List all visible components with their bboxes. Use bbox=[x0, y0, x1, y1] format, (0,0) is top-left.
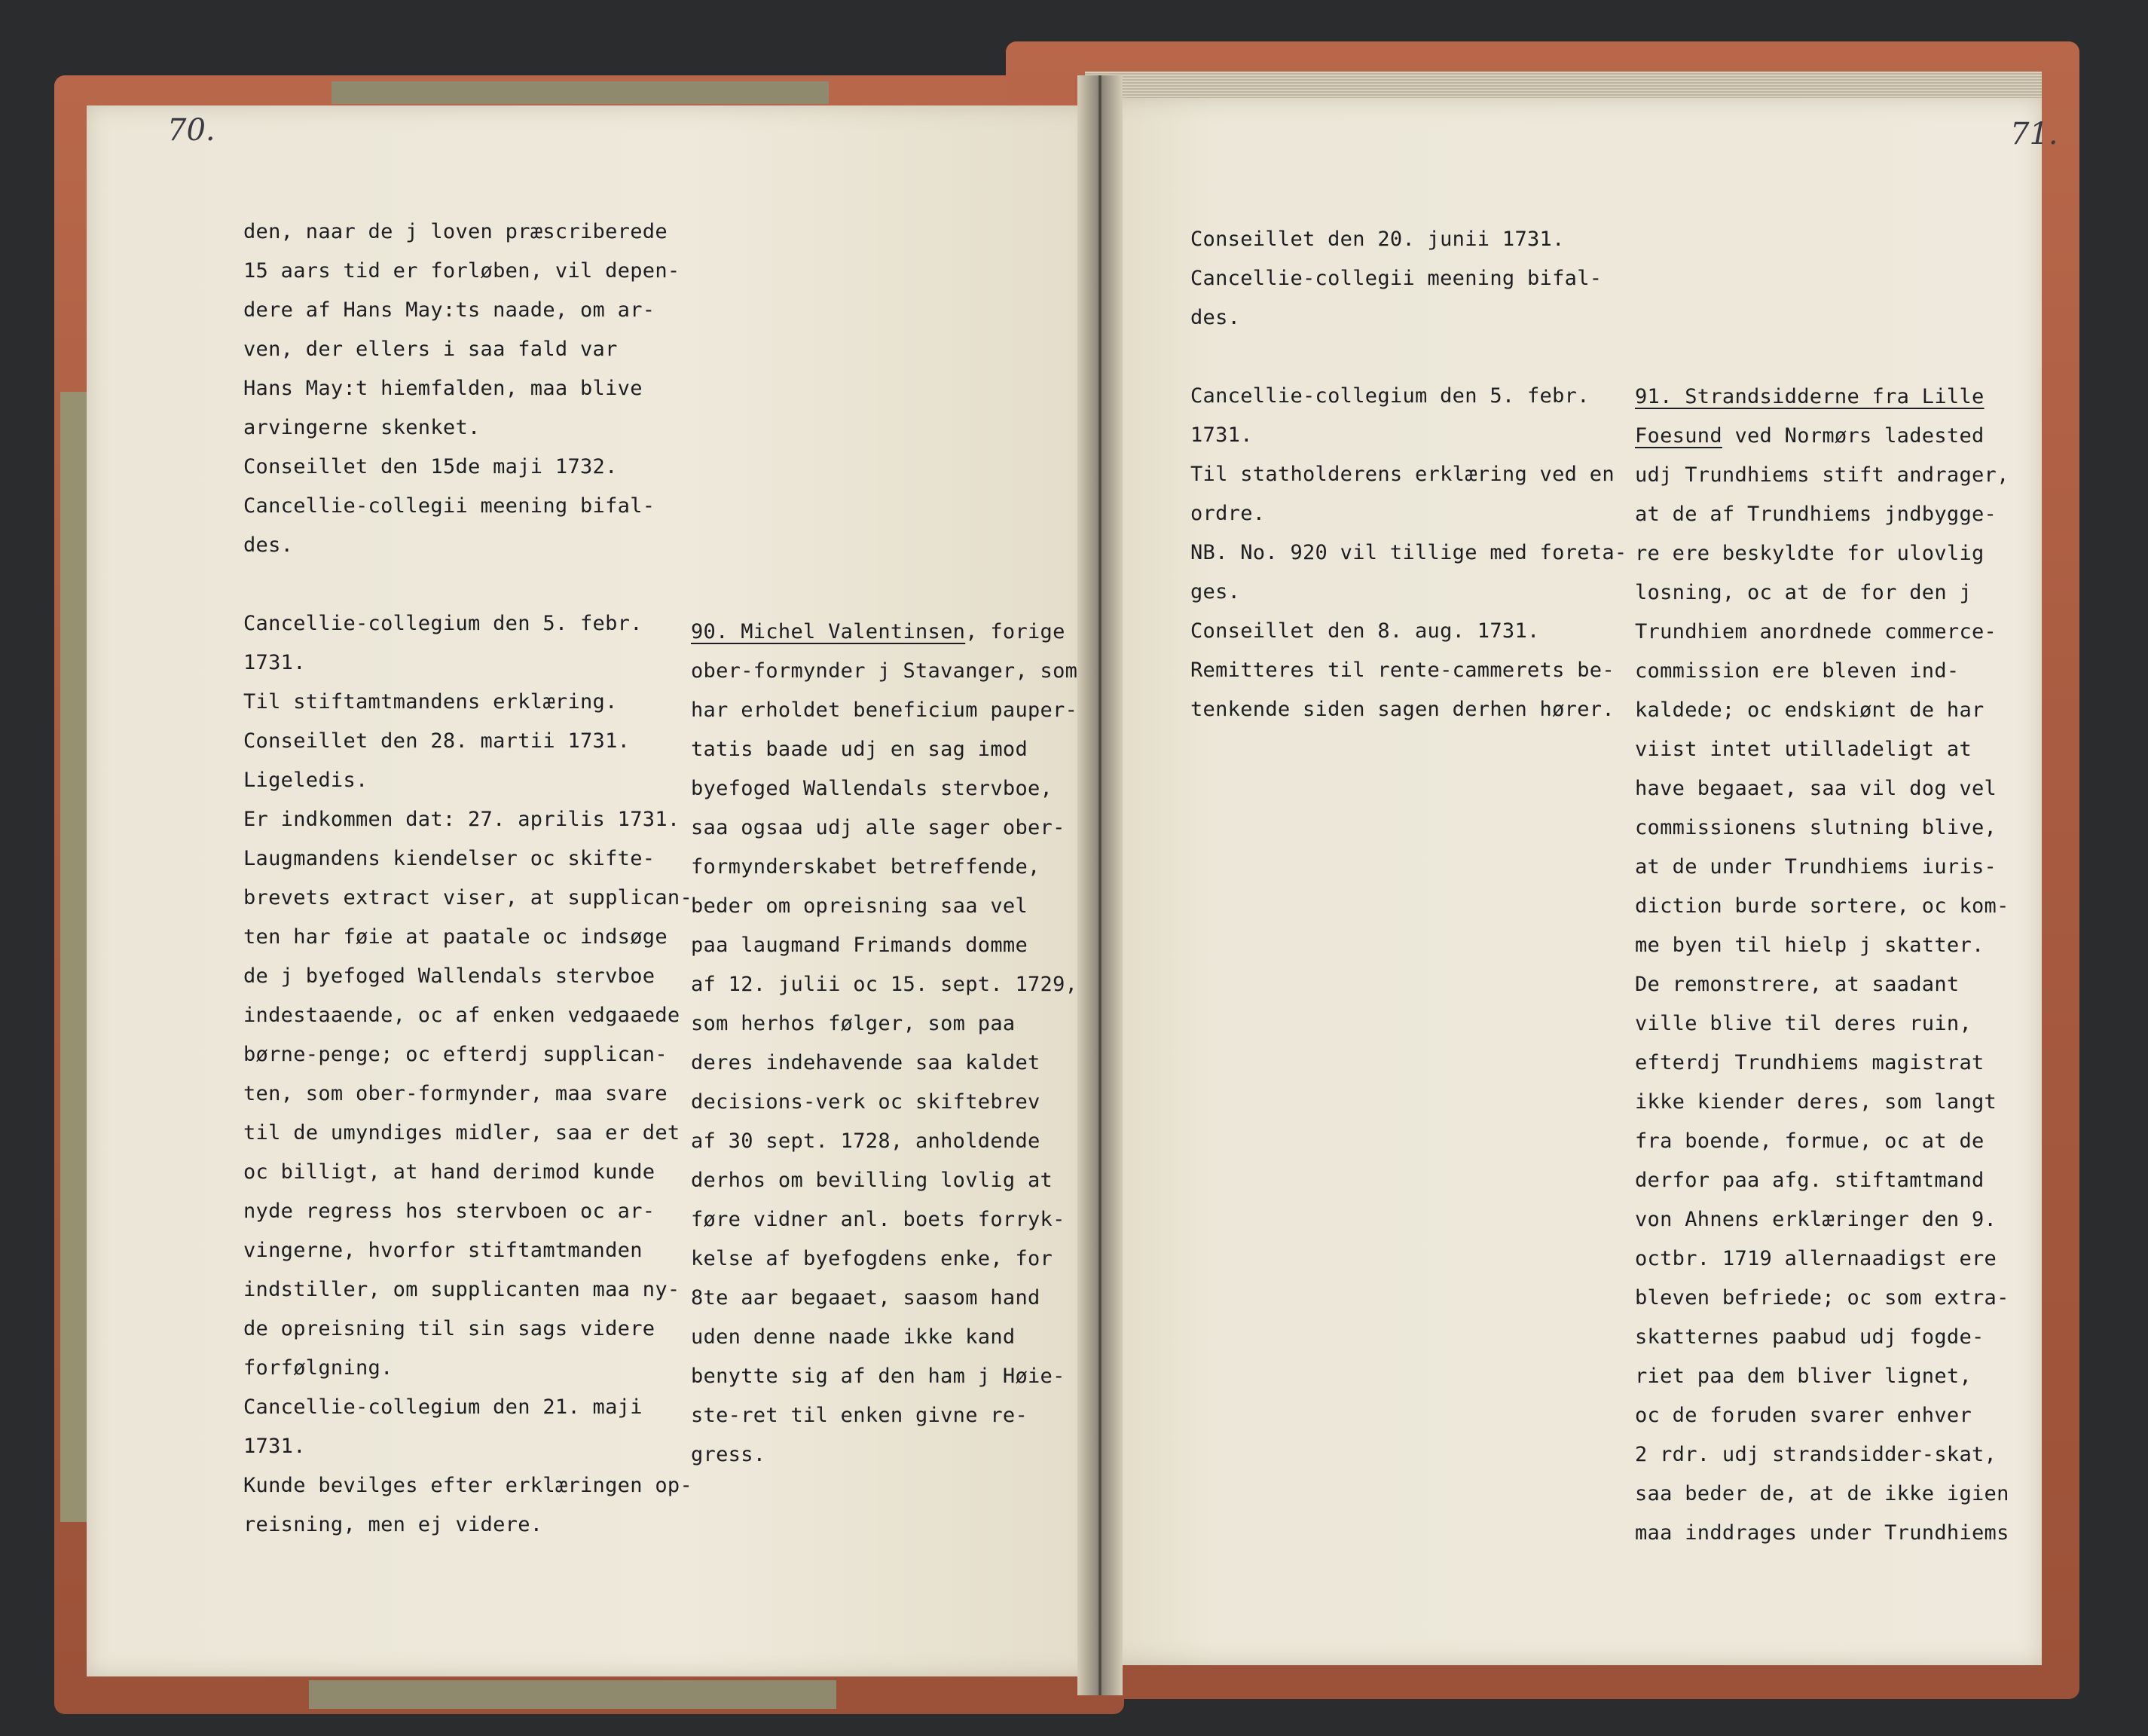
text-line bbox=[1635, 1129, 1985, 1153]
text-line bbox=[1635, 463, 2009, 487]
line-text: Cancellie-collegium den 21. maji bbox=[243, 1395, 643, 1419]
text-line bbox=[1635, 1482, 2009, 1505]
text-line bbox=[243, 769, 368, 792]
line-text: Laugmandens kiendelser oc skifte- bbox=[243, 847, 655, 870]
text-line bbox=[1635, 1521, 2009, 1545]
line-text: saa ogsaa udj alle sager ober- bbox=[691, 816, 1065, 839]
text-line bbox=[243, 1395, 643, 1419]
text-line bbox=[691, 1325, 1015, 1349]
text-line bbox=[243, 259, 680, 283]
text-line bbox=[691, 777, 1053, 800]
text-line bbox=[1190, 580, 1240, 604]
text-line bbox=[1190, 502, 1265, 525]
line-text: brevets extract viser, at supplican- bbox=[243, 886, 692, 909]
line-text: benytte sig af den ham j Høie- bbox=[691, 1365, 1065, 1388]
line-text: ven, der ellers i saa fald var bbox=[243, 338, 618, 361]
line-text: De remonstrere, at saadant bbox=[1635, 973, 1960, 996]
text-line bbox=[691, 620, 1065, 643]
line-text: Conseillet den 8. aug. 1731. bbox=[1190, 619, 1540, 643]
line-text: ste-ret til enken givne re- bbox=[691, 1404, 1028, 1427]
line-text: octbr. 1719 allernaadigst ere bbox=[1635, 1247, 1997, 1270]
text-line bbox=[1635, 503, 1997, 526]
cloth-strip-bottom bbox=[309, 1680, 836, 1709]
line-text: commissionens slutning blive, bbox=[1635, 816, 1997, 839]
text-line bbox=[1635, 581, 1972, 604]
text-line bbox=[243, 455, 618, 478]
text-line bbox=[1635, 1247, 1997, 1270]
line-text: 2 rdr. udj strandsidder-skat, bbox=[1635, 1443, 1997, 1466]
text-line bbox=[243, 886, 692, 909]
right-page bbox=[1100, 98, 2042, 1665]
text-line bbox=[1190, 619, 1540, 643]
text-line bbox=[243, 338, 618, 361]
underlined-heading: 91. Strandsidderne fra Lille bbox=[1635, 385, 1985, 408]
text-line bbox=[243, 533, 293, 557]
line-text: derfor paa afg. stiftamtmand bbox=[1635, 1169, 1985, 1192]
text-line bbox=[691, 659, 1077, 683]
underlined-heading: Foesund bbox=[1635, 424, 1722, 448]
line-text: Cancellie-collegii meening bifal- bbox=[243, 494, 655, 518]
line-text: oc de foruden svarer enhver bbox=[1635, 1404, 1972, 1427]
text-line bbox=[243, 1082, 668, 1105]
text-line bbox=[243, 925, 668, 949]
text-line bbox=[1190, 463, 1615, 486]
line-text: Cancellie-collegium den 5. febr. bbox=[1190, 384, 1590, 408]
line-text: diction burde sortere, oc kom- bbox=[1635, 894, 2009, 918]
text-line bbox=[243, 1317, 655, 1340]
line-text: ikke kiender deres, som langt bbox=[1635, 1090, 1997, 1114]
text-line bbox=[1635, 777, 1997, 800]
text-line bbox=[243, 1513, 542, 1536]
cloth-strip-top bbox=[332, 81, 829, 104]
text-line bbox=[1635, 973, 1959, 996]
text-line bbox=[243, 1435, 306, 1458]
text-line bbox=[243, 1239, 643, 1262]
text-line bbox=[243, 1356, 393, 1380]
line-text-rest: ved Normørs ladested bbox=[1722, 424, 1985, 448]
line-text: des. bbox=[243, 533, 294, 557]
line-text: forfølgning. bbox=[243, 1356, 393, 1380]
text-line bbox=[691, 698, 1077, 722]
text-line bbox=[691, 816, 1065, 839]
text-line bbox=[243, 729, 630, 753]
line-text: ville blive til deres ruin, bbox=[1635, 1012, 1972, 1035]
text-line bbox=[1635, 1051, 1985, 1074]
text-line bbox=[243, 298, 655, 322]
line-text: Remitteres til rente-cammerets be- bbox=[1190, 659, 1615, 682]
text-line bbox=[1635, 1365, 1972, 1388]
text-line bbox=[691, 1012, 1015, 1035]
line-text: commission ere bleven ind- bbox=[1635, 659, 1960, 683]
line-text: byefoged Wallendals stervboe, bbox=[691, 777, 1053, 800]
line-text: 1731. bbox=[243, 1435, 306, 1458]
text-line bbox=[691, 1404, 1028, 1427]
text-line bbox=[1635, 1443, 1997, 1466]
text-line bbox=[1635, 855, 1997, 879]
line-text: nyde regress hos stervboen oc ar- bbox=[243, 1200, 655, 1223]
text-line bbox=[243, 220, 668, 243]
line-text: reisning, men ej videre. bbox=[243, 1513, 543, 1536]
line-text: have begaaet, saa vil dog vel bbox=[1635, 777, 1997, 800]
line-text: indstiller, om supplicanten maa ny- bbox=[243, 1278, 680, 1301]
line-text: Til statholderens erklæring ved en bbox=[1190, 463, 1615, 486]
text-line bbox=[1635, 738, 1972, 761]
text-line bbox=[691, 1090, 1040, 1114]
line-text: Cancellie-collegii meening bifal- bbox=[1190, 267, 1603, 290]
line-text: Conseillet den 28. martii 1731. bbox=[243, 729, 631, 753]
cloth-strip-side bbox=[60, 392, 90, 1522]
text-line bbox=[1190, 267, 1602, 290]
line-text: beder om opreisning saa vel bbox=[691, 894, 1028, 918]
line-text: Conseillet den 20. junii 1731. bbox=[1190, 228, 1565, 251]
line-text: føre vidner anl. boets forryk- bbox=[691, 1208, 1065, 1231]
line-text: Conseillet den 15de maji 1732. bbox=[243, 455, 618, 478]
line-text: re ere beskyldte for ulovlig bbox=[1635, 542, 1985, 565]
line-text: formynderskabet betreffende, bbox=[691, 855, 1040, 879]
line-text: von Ahnens erklæringer den 9. bbox=[1635, 1208, 1997, 1231]
line-text: tatis baade udj en sag imod bbox=[691, 738, 1028, 761]
line-text: vingerne, hvorfor stiftamtmanden bbox=[243, 1239, 643, 1262]
line-text: ten har føie at paatale oc indsøge bbox=[243, 925, 668, 949]
text-line bbox=[691, 1365, 1065, 1388]
text-line bbox=[1635, 894, 2009, 918]
line-text: skatternes paabud udj fogde- bbox=[1635, 1325, 1985, 1349]
text-line bbox=[691, 934, 1028, 957]
line-text: som herhos følger, som paa bbox=[691, 1012, 1016, 1035]
text-line bbox=[691, 855, 1040, 879]
line-text: ober-formynder j Stavanger, som bbox=[691, 659, 1078, 683]
line-text-rest: , forige bbox=[965, 620, 1065, 643]
line-text: Hans May:t hiemfalden, maa blive bbox=[243, 377, 643, 400]
line-text: efterdj Trundhiems magistrat bbox=[1635, 1051, 1985, 1074]
line-text: Kunde bevilges efter erklæringen op- bbox=[243, 1474, 692, 1497]
line-text: riet paa dem bliver lignet, bbox=[1635, 1365, 1972, 1388]
line-text: ordre. bbox=[1190, 502, 1266, 525]
line-text: de opreisning til sin sags videre bbox=[243, 1317, 655, 1340]
line-text: Er indkommen dat: 27. aprilis 1731. bbox=[243, 808, 680, 831]
text-line bbox=[243, 1160, 655, 1184]
text-line bbox=[243, 808, 680, 831]
text-line bbox=[691, 1247, 1053, 1270]
text-line bbox=[1635, 542, 1985, 565]
text-line bbox=[1635, 1404, 1972, 1427]
text-line bbox=[243, 416, 481, 439]
line-text: tenkende siden sagen derhen hører. bbox=[1190, 698, 1615, 721]
line-text: decisions-verk oc skiftebrev bbox=[691, 1090, 1040, 1114]
line-text: losning, oc at de for den j bbox=[1635, 581, 1972, 604]
line-text: Cancellie-collegium den 5. febr. bbox=[243, 612, 643, 635]
text-line bbox=[1635, 385, 1985, 408]
text-line bbox=[1635, 698, 1985, 722]
line-text: maa inddrages under Trundhiems bbox=[1635, 1521, 2009, 1545]
line-text: af 12. julii oc 15. sept. 1729, bbox=[691, 973, 1078, 996]
text-line bbox=[1635, 1090, 1997, 1114]
page-number-left: 70. bbox=[167, 113, 215, 148]
text-line bbox=[243, 1121, 680, 1145]
line-text: kaldede; oc endskiønt de har bbox=[1635, 698, 1985, 722]
text-line bbox=[1635, 1012, 1972, 1035]
text-line bbox=[243, 964, 655, 988]
line-text: dere af Hans May:ts naade, om ar- bbox=[243, 298, 655, 322]
line-text: viist intet utilladeligt at bbox=[1635, 738, 1972, 761]
text-line bbox=[691, 894, 1028, 918]
text-line bbox=[1190, 659, 1615, 682]
text-line bbox=[691, 1208, 1065, 1231]
text-line bbox=[1635, 620, 1997, 643]
text-line bbox=[243, 377, 643, 400]
line-text: saa beder de, at de ikke igien bbox=[1635, 1482, 2009, 1505]
text-line bbox=[1635, 1325, 1985, 1349]
text-line bbox=[691, 1129, 1040, 1153]
text-line bbox=[243, 690, 618, 714]
line-text: til de umyndiges midler, saa er det bbox=[243, 1121, 680, 1145]
text-line bbox=[691, 1286, 1040, 1310]
line-text: ten, som ober-formynder, maa svare bbox=[243, 1082, 668, 1105]
text-line bbox=[1190, 228, 1565, 251]
text-line bbox=[1635, 659, 1959, 683]
page-number-right: 71. bbox=[2010, 117, 2058, 151]
text-line bbox=[1190, 698, 1615, 721]
line-text: udj Trundhiems stift andrager, bbox=[1635, 463, 2009, 487]
text-line bbox=[1635, 1286, 2009, 1310]
line-text: 1731. bbox=[243, 651, 306, 674]
text-line bbox=[691, 738, 1028, 761]
underlined-heading: 90. Michel Valentinsen bbox=[691, 620, 966, 643]
text-line bbox=[1190, 306, 1240, 329]
text-line bbox=[243, 1278, 680, 1301]
line-text: fra boende, formue, oc at de bbox=[1635, 1129, 1985, 1153]
line-text: at de af Trundhiems jndbygge- bbox=[1635, 503, 1997, 526]
text-line bbox=[691, 1051, 1040, 1074]
line-text: gress. bbox=[691, 1443, 766, 1466]
line-text: deres indehavende saa kaldet bbox=[691, 1051, 1040, 1074]
text-line bbox=[1190, 384, 1590, 408]
text-line bbox=[243, 1474, 692, 1497]
page-edges bbox=[1085, 72, 2042, 102]
line-text: at de under Trundhiems iuris- bbox=[1635, 855, 1997, 879]
text-line bbox=[1635, 934, 1985, 957]
text-line bbox=[1190, 423, 1253, 447]
line-text: oc billigt, at hand derimod kunde bbox=[243, 1160, 655, 1184]
line-text: indestaaende, oc af enken vedgaaede bbox=[243, 1004, 680, 1027]
text-line bbox=[243, 1004, 680, 1027]
line-text: NB. No. 920 vil tillige med foreta- bbox=[1190, 541, 1627, 564]
line-text: har erholdet beneficium pauper- bbox=[691, 698, 1078, 722]
line-text: 8te aar begaaet, saasom hand bbox=[691, 1286, 1040, 1310]
line-text: des. bbox=[1190, 306, 1241, 329]
book-gutter bbox=[1077, 75, 1123, 1695]
line-text: Ligeledis. bbox=[243, 769, 368, 792]
line-text: arvingerne skenket. bbox=[243, 416, 481, 439]
line-text: me byen til hielp j skatter. bbox=[1635, 934, 1985, 957]
line-text: den, naar de j loven præscriberede bbox=[243, 220, 668, 243]
line-text: kelse af byefogdens enke, for bbox=[691, 1247, 1053, 1270]
text-line bbox=[243, 847, 655, 870]
text-line bbox=[243, 1200, 655, 1223]
text-line bbox=[1190, 541, 1627, 564]
text-line bbox=[243, 494, 655, 518]
text-line bbox=[691, 1169, 1053, 1192]
text-line bbox=[691, 1443, 765, 1466]
line-text: uden denne naade ikke kand bbox=[691, 1325, 1016, 1349]
line-text: Trundhiem anordnede commerce- bbox=[1635, 620, 1997, 643]
line-text: 1731. bbox=[1190, 423, 1253, 447]
text-line bbox=[243, 612, 643, 635]
text-line bbox=[1635, 816, 1997, 839]
line-text: børne-penge; oc efterdj supplican- bbox=[243, 1043, 668, 1066]
text-line bbox=[1635, 1208, 1997, 1231]
line-text: ges. bbox=[1190, 580, 1241, 604]
line-text: af 30 sept. 1728, anholdende bbox=[691, 1129, 1040, 1153]
text-line bbox=[243, 1043, 668, 1066]
line-text: derhos om bevilling lovlig at bbox=[691, 1169, 1053, 1192]
line-text: 15 aars tid er forløben, vil depen- bbox=[243, 259, 680, 283]
text-line bbox=[691, 973, 1077, 996]
line-text: bleven befriede; oc som extra- bbox=[1635, 1286, 2009, 1310]
line-text: Til stiftamtmandens erklæring. bbox=[243, 690, 618, 714]
text-line bbox=[243, 651, 306, 674]
line-text: de j byefoged Wallendals stervboe bbox=[243, 964, 655, 988]
text-line bbox=[1635, 424, 1985, 448]
line-text: paa laugmand Frimands domme bbox=[691, 934, 1028, 957]
text-line bbox=[1635, 1169, 1985, 1192]
